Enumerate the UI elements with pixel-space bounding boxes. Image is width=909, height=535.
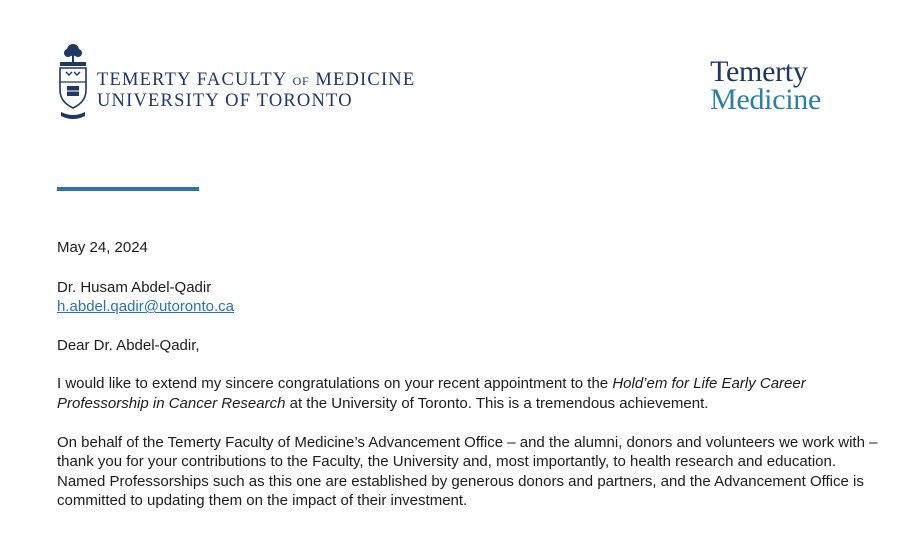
- logo-line-temerty: Temerty: [710, 55, 808, 88]
- university-name: UNIVERSITY OF TORONTO: [97, 91, 353, 111]
- accent-divider: [57, 187, 199, 191]
- letter-date: May 24, 2024: [57, 239, 148, 256]
- faculty-wordmark: [97, 70, 415, 111]
- paragraph-thanks: On behalf of the Temerty Faculty of Medicine’s Advancement Office – and the alumni, donors and volunteers we work with – thank you for your contributions to the Faculty, the University and, most importantly, to health research and education. Named Professorships such as this one are established by generous donors and partners, and the Advancement Office is committed to updating them on the impact of their investment.: [57, 433, 878, 510]
- university-crest-logo: [57, 42, 89, 124]
- faculty-name: TEMERTY FACULTY OF MEDICINE: [97, 70, 416, 90]
- professorship-title: Hold’em for Life Early Career Professorship in Cancer Research: [57, 375, 806, 412]
- logo-line-medicine: Medicine: [710, 83, 821, 116]
- recipient-email-link[interactable]: h.abdel.qadir@utoronto.ca: [57, 298, 235, 316]
- temerty-medicine-logo: [710, 55, 821, 116]
- recipient-name: Dr. Husam Abdel-Qadir: [57, 278, 212, 296]
- salutation: Dear Dr. Abdel-Qadir,: [57, 336, 200, 354]
- recipient-block: [57, 278, 887, 317]
- letter-body: [57, 238, 887, 511]
- paragraph-congratulations: I would like to extend my sincere congratulations on your recent appointment to the Hold’em for Life Early Career Professorship in Cancer Research at the University of Toronto. This is a tremendous achievement.: [57, 375, 806, 412]
